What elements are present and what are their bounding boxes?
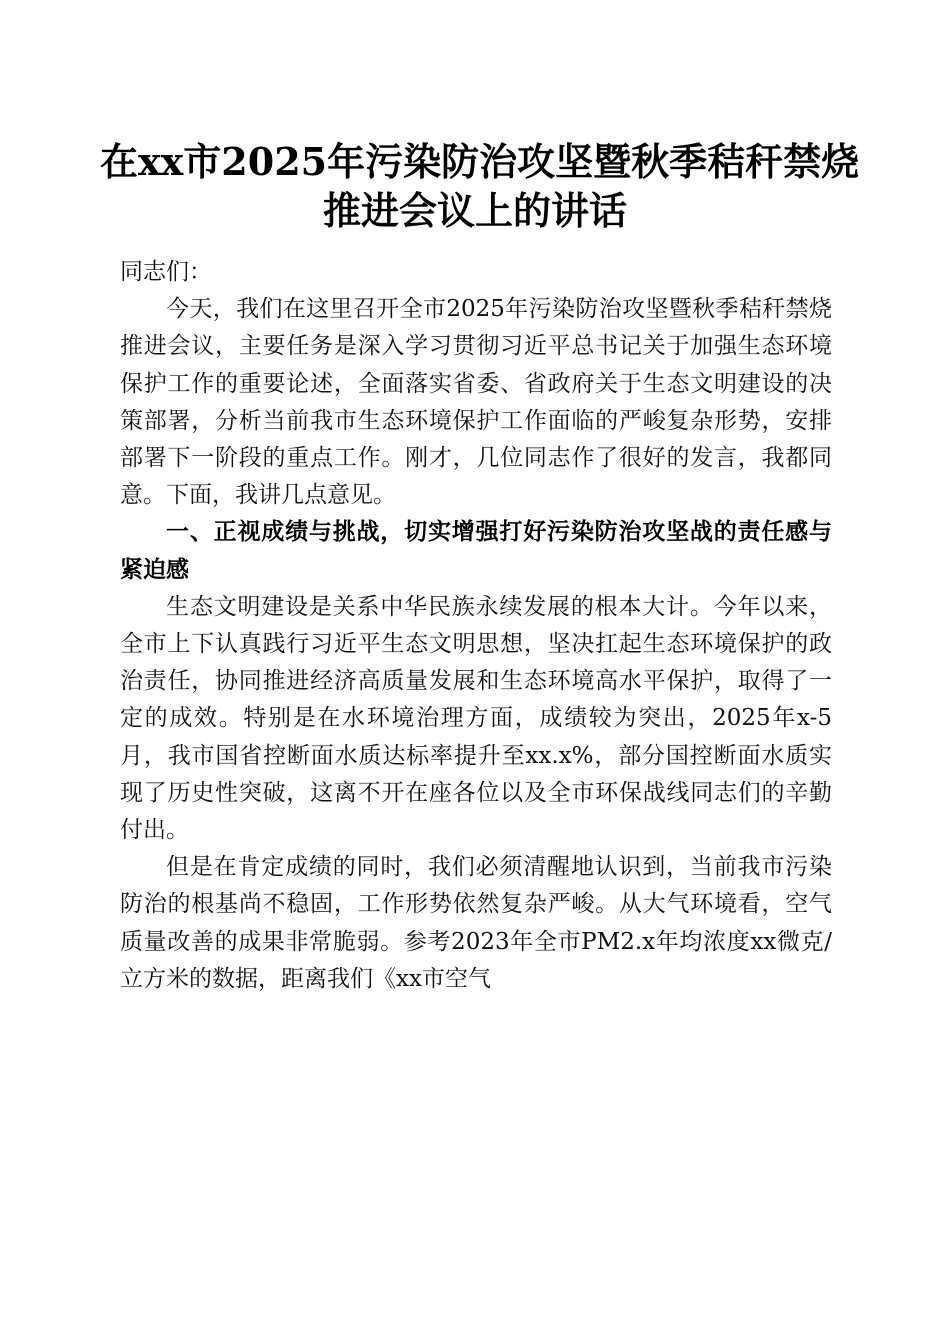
section-heading-1: 一、正视成绩与挑战，切实增强打好污染防治攻坚战的责任感与紧迫感 (120, 519, 832, 583)
opening-paragraph: 今天，我们在这里召开全市2025年污染防治攻坚暨秋季秸秆禁烧推进会议，主要任务是深入学习贯彻习近平总书记关于加强生态环境保护工作的重要论述，全面落实省委、省政府关于生态文明建设的决策部署，分析当前我市生态环境保护工作面临的严峻复杂形势，安排部署下一阶段的重点工作。刚才，几位同志作了很好的发言，我都同意。下面，我讲几点意见。 (120, 296, 832, 509)
section1-paragraph-1: 生态文明建设是关系中华民族永续发展的根本大计。今年以来，全市上下认真践行习近平生态文明思想，坚决扛起生态环境保护的政治责任，协同推进经济高质量发展和生态环境高水平保护，取得了一定的成效。特别是在水环境治理方面，成绩较为突出，2025年x-5月，我市国省控断面水质达标率提升至xx.x%，部分国控断面水质实现了历史性突破，这离不开在座各位以及全市环保战线同志们的辛勤付出。 (120, 593, 832, 844)
document-title-line-1: 在xx市2025年污染防治攻坚暨秋季秸秆禁烧 (100, 139, 860, 184)
section1-paragraph-2: 但是在肯定成绩的同时，我们必须清醒地认识到，当前我市污染防治的根基尚不稳固，工作形势依然复杂严峻。从大气环境看，空气质量改善的成果非常脆弱。参考2023年全市PM2.x年均浓度xx微克/立方米的数据，距离我们《xx市空气 (120, 854, 832, 992)
document-body (120, 254, 832, 998)
greeting: 同志们： (120, 259, 212, 285)
document-title-line-2: 推进会议上的讲话 (322, 188, 627, 233)
